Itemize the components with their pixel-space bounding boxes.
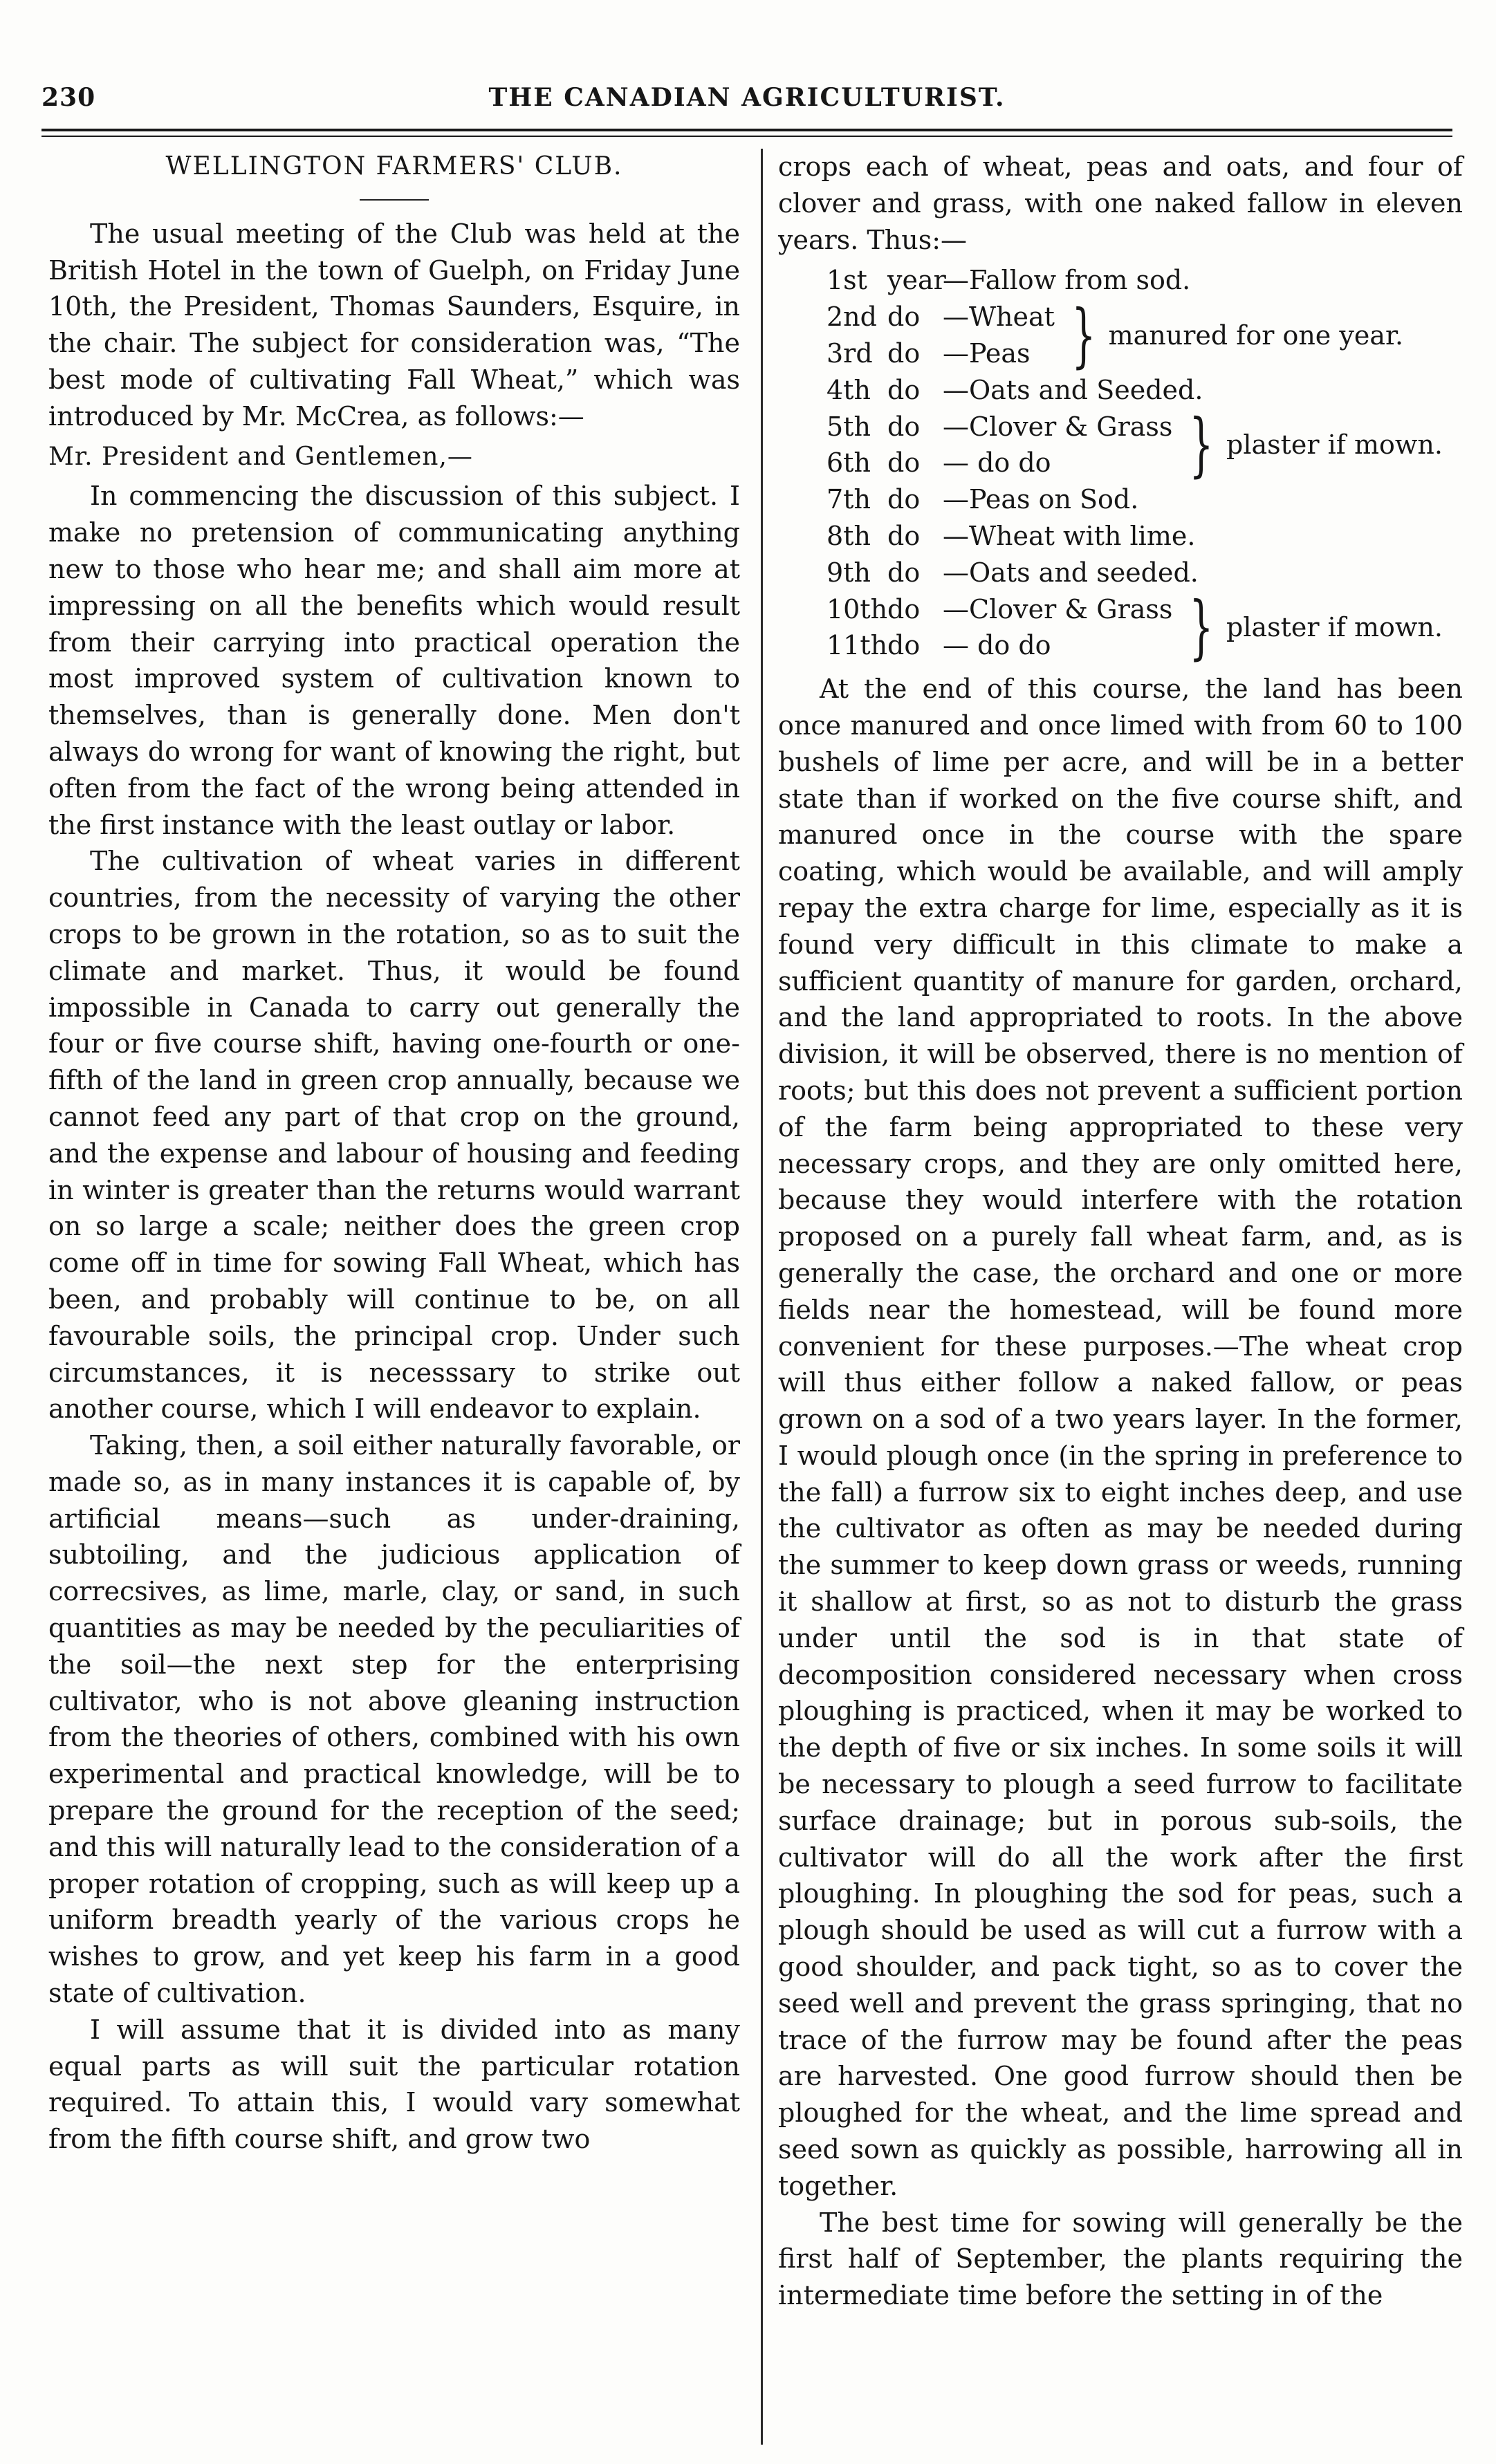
rotation-row (827, 372, 1463, 409)
rotation-row (827, 518, 1463, 555)
rotation-unit: do (887, 447, 921, 479)
paragraph: At the end of this course, the land has been once manured and once limed with from 60 to 100 bushels of lime per acre, and will be in a better state than if worked on the five course shift, and manured once in the course with the spare coating, which would be available, and will amply repay the extra charge for lime, especially as it is found very difficult in this climate to make a sufficient quantity of manure for garden, orchard, and the land appropriated to roots. In the above division, it will be observed, there is no mention of roots; but this does not prevent a sufficient portion of the farm being appropriated to these very necessary crops, and they are only omitted here, because they would interfere with the rotation proposed on a purely fall wheat farm, and, as is generally the case, the orchard and one or more fields near the homestead, will be found more convenient for these purposes.—The wheat crop will thus either follow a naked fallow, or peas grown on a sod of a two years layer. In the former, I would plough once (in the spring in preference to the fall) a furrow six to eight inches deep, and use the cultivator as often as may be needed during the summer to keep down grass or weeds, running it shallow at first, so as not to disturb the grass under until the sod is in that state of decomposition considered necessary when cross ploughing is practiced, when it may be worked to the depth of five or six inches. In some soils it will be necessary to plough a seed furrow to facilitate surface drainage; but in porous sub-soils, the cultivator will do all the work after the first ploughing. In ploughing the sod for peas, such a plough should be used as will cut a furrow with a good shoulder, and pack tight, so as to cover the seed well and prevent the grass springing, that no trace of the furrow may be found after the peas are harvested. One good furrow should then be ploughed for the wheat, and the lime spread and seed sown as quickly as possible, harrowing all in together. (778, 674, 1463, 2201)
salutation: Mr. President and Gentlemen,— (48, 442, 473, 471)
rotation-unit: do (887, 374, 921, 405)
brace-icon: } (1189, 404, 1214, 485)
rotation-row (827, 409, 1172, 445)
right-column (778, 149, 1463, 2314)
rotation-crop: —Wheat (943, 302, 1055, 333)
paragraph-continued: crops each of wheat, peas and oats, and four of clover and grass, with one naked fallow in eleven years. Thus:— (778, 151, 1463, 255)
rotation-year: 11th (827, 630, 888, 661)
paragraph: Taking, then, a soil either naturally favorable, or made so, as in many instances it is capable of, by artificial means—such as under-draining, subtoiling, and the judicious application of correcsives, as lime, marle, clay, or sand, in such quantities as may be needed by the peculiarities of the soil—the next step for the enterprising cultivator, who is not above gleaning instruction from the theories of others, combined with his own experimental and practical knowledge, will be to prepare the ground for the reception of the seed; and this will naturally lead to the consideration of a proper rotation of cropping, such as will keep up a uniform breadth yearly of the various crops he wishes to grow, and yet keep his farm in a good state of cultivation. (48, 1430, 740, 2009)
rotation-row (827, 299, 1055, 335)
rotation-table (827, 262, 1463, 668)
rotation-year: 3rd (827, 337, 873, 369)
intro-paragraph: The usual meeting of the Club was held at the British Hotel in the town of Guelph, on Friday June 10th, the President, Thomas Saunders, Esquire, in the chair. The subject for consideration was, “The best mode of cultivating Fall Wheat,” which was introduced by Mr. McCrea, as follows:— (48, 218, 740, 432)
page-number: 230 (41, 83, 96, 112)
rotation-year: 9th (827, 557, 871, 588)
rotation-unit: do (887, 302, 921, 333)
header-rule-thin (41, 136, 1452, 137)
rotation-year: 8th (827, 520, 871, 551)
brace-note: plaster if mown. (1226, 429, 1443, 460)
rotation-year: 1st (827, 265, 867, 296)
rotation-year: 4th (827, 374, 871, 405)
rotation-row (827, 481, 1463, 518)
rotation-unit: do (887, 520, 921, 551)
page-header (41, 83, 1452, 124)
rotation-crop: —Peas (943, 337, 1031, 369)
column-divider (761, 149, 763, 2445)
rotation-row (827, 591, 1172, 628)
rotation-crop: — do do (943, 630, 1051, 661)
rotation-crop: —Peas on Sod. (943, 484, 1139, 515)
rotation-crop: —Clover & Grass (943, 411, 1173, 442)
rotation-unit: do (887, 484, 921, 515)
rotation-row (827, 445, 1172, 481)
paragraph: The best time for sowing will generally be the first half of September, the plants requiring the intermediate time before the setting in of the (778, 2207, 1463, 2311)
rotation-unit: year (887, 265, 946, 296)
rotation-unit: do (887, 593, 921, 624)
left-column (48, 149, 740, 2158)
paragraph: The cultivation of wheat varies in different countries, from the necessity of varying the other crops to be grown in the rotation, so as to suit the climate and market. Thus, it would be found impossible in Canada to carry out generally the four or five course shift, having one-fourth or one-fifth of the land in green crop annually, because we cannot feed any part of that crop on the ground, and the expense and labour of housing and feeding in winter is greater than the returns would warrant on so large a scale; neither does the green crop come off in time for sowing Fall Wheat, which has been, and probably will continue to be, on all favourable soils, the principal crop. Under such circumstances, it is necesssary to strike out another course, which I will endeavor to explain. (48, 846, 740, 1425)
rotation-unit: do (887, 630, 921, 661)
rotation-crop: —Clover & Grass (943, 593, 1173, 624)
rotation-row (827, 335, 1055, 372)
rotation-unit: do (887, 337, 921, 369)
rotation-crop: —Oats and Seeded. (943, 374, 1203, 405)
rotation-unit: do (887, 411, 921, 442)
rotation-crop: —Fallow from sod. (943, 265, 1191, 296)
paragraph: In commencing the discussion of this subject. I make no pretension of communicating anything new to those who hear me; and shall aim more at impressing on all the benefits which would result from their carrying into practical operation the most improved system of cultivation known to themselves, than is generally done. Men don't always do wrong for want of knowing the right, but often from the fact of the wrong being attended in the first instance with the least outlay or labor. (48, 481, 740, 840)
rotation-year: 2nd (827, 302, 877, 333)
header-rule (41, 129, 1452, 131)
brace-note: plaster if mown. (1226, 611, 1443, 642)
rotation-row (827, 555, 1463, 591)
rotation-group (827, 294, 1463, 376)
title-rule (360, 199, 429, 201)
rotation-year: 5th (827, 411, 871, 442)
rotation-unit: do (887, 557, 921, 588)
article-title: WELLINGTON FARMERS' CLUB. (165, 152, 623, 180)
rotation-group (827, 586, 1463, 668)
brace-icon: } (1071, 294, 1096, 376)
rotation-year: 7th (827, 484, 871, 515)
brace-note: manured for one year. (1108, 319, 1404, 351)
rotation-row (827, 262, 1463, 299)
rotation-group (827, 404, 1463, 485)
brace-icon: } (1189, 586, 1214, 668)
rotation-crop: —Oats and seeded. (943, 557, 1199, 588)
rotation-year: 6th (827, 447, 871, 479)
rotation-crop: —Wheat with lime. (943, 520, 1196, 551)
rotation-row (827, 627, 1172, 664)
rotation-crop: — do do (943, 447, 1051, 479)
running-title: THE CANADIAN AGRICULTURIST. (488, 83, 1006, 112)
rotation-year: 10th (827, 593, 888, 624)
paragraph: I will assume that it is divided into as many equal parts as will suit the particular rotation required. To attain this, I would vary somewhat from the fifth course shift, and grow two (48, 2014, 740, 2155)
